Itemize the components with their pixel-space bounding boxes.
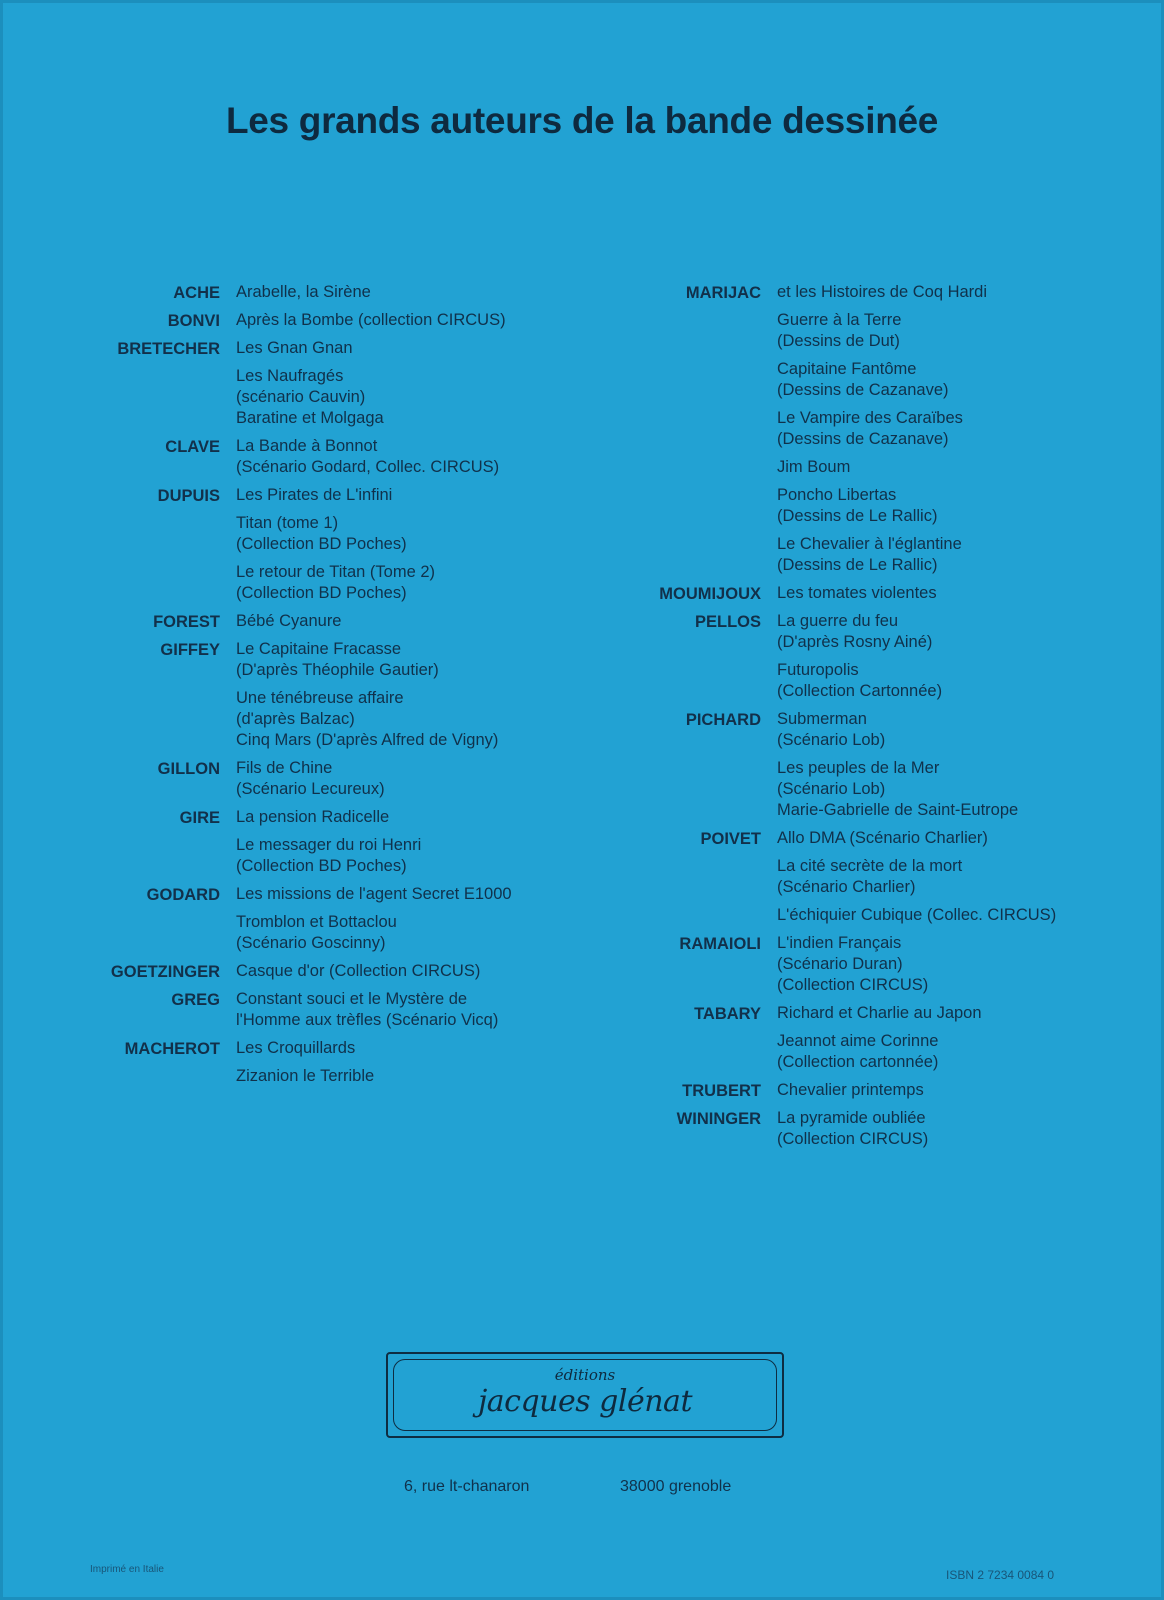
- publisher-city: 38000 grenoble: [620, 1478, 732, 1495]
- work-text: Capitaine Fantôme: [777, 360, 917, 378]
- publisher-editions-label: éditions: [554, 1366, 616, 1384]
- author-entry: [630, 583, 1056, 611]
- work-text: Le Vampire des Caraïbes: [777, 409, 963, 427]
- author-name: RAMAIOLI: [679, 935, 761, 953]
- work-item: [236, 758, 512, 800]
- work-line: [777, 534, 1056, 555]
- works-list: [236, 639, 512, 758]
- publisher-street: 6, rue lt-chanaron: [404, 1478, 530, 1495]
- work-line: [236, 835, 512, 856]
- work-item: [777, 1031, 1056, 1073]
- work-line: [236, 856, 512, 877]
- work-line: [236, 933, 512, 954]
- work-line: [777, 779, 1056, 800]
- work-text: Une ténébreuse affaire: [236, 689, 404, 707]
- work-line: [777, 380, 1056, 401]
- collection-note: (Collec. CIRCUS): [926, 906, 1057, 924]
- works-list: [777, 709, 1056, 828]
- work-line: [777, 1080, 1056, 1101]
- author-name: WININGER: [676, 1110, 761, 1128]
- collection-note: (Collection CIRCUS): [777, 976, 929, 994]
- work-item: [236, 688, 512, 751]
- collection-note: Collec. CIRCUS): [375, 458, 500, 476]
- author-entry: [630, 1108, 1056, 1157]
- work-line: [236, 779, 512, 800]
- work-line: [236, 611, 512, 632]
- work-line: [777, 877, 1056, 898]
- works-list: [777, 583, 1056, 611]
- author-name: PICHARD: [685, 711, 761, 729]
- work-text: (Scénario Godard,: [236, 458, 376, 476]
- work-item: [777, 583, 1056, 604]
- works-list: [777, 1003, 1056, 1080]
- work-line: [236, 562, 512, 583]
- work-text: (Dessins de Dut): [777, 332, 900, 350]
- work-item: [777, 534, 1056, 576]
- work-item: [236, 1038, 512, 1059]
- collection-note: (collection CIRCUS): [357, 311, 506, 329]
- author-entry: [40, 884, 512, 961]
- work-text: (Scénario Lob): [777, 731, 886, 749]
- author-entry: [40, 961, 512, 989]
- author-name: GIFFEY: [160, 641, 220, 659]
- work-line: [236, 884, 512, 905]
- authors-right-column: [630, 282, 1056, 1157]
- author-name: GIRE: [179, 809, 220, 827]
- work-item: [777, 1003, 1056, 1024]
- author-name: ACHE: [173, 284, 220, 302]
- author-name: GODARD: [146, 886, 220, 904]
- page-title: Les grands auteurs de la bande dessinée: [225, 100, 939, 141]
- work-line: [777, 828, 1056, 849]
- work-line: [236, 1038, 512, 1059]
- work-line: [236, 730, 512, 751]
- author-name: BONVI: [167, 312, 220, 330]
- author-entry: [40, 1038, 512, 1094]
- work-text: Jim Boum: [777, 458, 851, 476]
- work-line: [236, 513, 512, 534]
- works-list: [777, 611, 1056, 709]
- author-entry: [40, 310, 512, 338]
- work-line: [777, 905, 1056, 926]
- works-list: [236, 485, 512, 611]
- work-text: Futuropolis: [777, 661, 859, 679]
- work-line: [777, 800, 1056, 821]
- author-name: DUPUIS: [157, 487, 220, 505]
- work-text: (d'après Balzac): [236, 710, 355, 728]
- work-line: [777, 954, 1056, 975]
- collection-note: (Collection BD Poches): [236, 584, 407, 602]
- work-item: [777, 660, 1056, 702]
- author-entry: [40, 639, 512, 758]
- works-list: [236, 436, 512, 485]
- work-text: La pyramide oubliée: [777, 1109, 926, 1127]
- work-item: [236, 282, 512, 303]
- works-list: [777, 1080, 1056, 1108]
- author-name: TRUBERT: [682, 1082, 761, 1100]
- work-item: [236, 989, 512, 1031]
- works-list: [777, 282, 1056, 583]
- author-name: BRETECHER: [117, 340, 220, 358]
- work-text: Les peuples de la Mer: [777, 759, 940, 777]
- work-text: L'échiquier Cubique: [777, 906, 927, 924]
- work-item: [777, 856, 1056, 898]
- work-text: Marie-Gabrielle de Saint-Eutrope: [777, 801, 1019, 819]
- works-list: [236, 282, 512, 310]
- work-text: Zizanion le Terrible: [236, 1067, 375, 1085]
- work-item: [236, 912, 512, 954]
- work-line: [777, 457, 1056, 478]
- work-text: Titan (tome 1): [236, 514, 339, 532]
- work-item: [777, 1080, 1056, 1101]
- work-line: [236, 387, 512, 408]
- work-text: Poncho Libertas: [777, 486, 897, 504]
- work-line: [236, 639, 512, 660]
- work-line: [236, 534, 512, 555]
- work-item: [236, 436, 512, 478]
- work-text: Submerman: [777, 710, 867, 728]
- work-text: (Dessins de Le Rallic): [777, 507, 938, 525]
- work-item: [777, 709, 1056, 751]
- work-item: [777, 905, 1056, 926]
- author-name: PELLOS: [694, 613, 761, 631]
- work-text: Arabelle, la Sirène: [236, 283, 371, 301]
- work-line: [777, 429, 1056, 450]
- author-entry: [40, 611, 512, 639]
- works-list: [777, 933, 1056, 1003]
- work-text: (Scénario Duran): [777, 955, 903, 973]
- work-item: [236, 884, 512, 905]
- work-line: [777, 1003, 1056, 1024]
- work-line: [777, 555, 1056, 576]
- works-list: [236, 961, 512, 989]
- work-text: Le retour de Titan (Tome 2): [236, 563, 436, 581]
- work-line: [236, 485, 512, 506]
- work-item: [777, 485, 1056, 527]
- work-item: [236, 1066, 512, 1087]
- printed-in-label: Imprimé en Italie: [90, 1564, 164, 1575]
- work-text: (Dessins de Cazanave): [777, 381, 949, 399]
- author-name: CLAVE: [165, 438, 220, 456]
- work-line: [236, 688, 512, 709]
- work-text: Richard et Charlie au Japon: [777, 1004, 982, 1022]
- work-item: [777, 282, 1056, 303]
- works-list: [236, 884, 512, 961]
- work-line: [777, 709, 1056, 730]
- work-item: [777, 828, 1056, 849]
- work-item: [236, 611, 512, 632]
- work-text: Guerre à la Terre: [777, 311, 902, 329]
- work-text: Le messager du roi Henri: [236, 836, 422, 854]
- work-item: [236, 366, 512, 429]
- work-line: [777, 611, 1056, 632]
- author-entry: [630, 1080, 1056, 1108]
- work-line: [236, 457, 512, 478]
- work-text: Après la Bombe: [236, 311, 358, 329]
- collection-note: (Collection CIRCUS): [329, 962, 481, 980]
- work-line: [777, 583, 1056, 604]
- work-item: [236, 310, 512, 331]
- work-item: [777, 611, 1056, 653]
- work-item: [236, 835, 512, 877]
- work-line: [777, 408, 1056, 429]
- work-text: (Scénario Lob): [777, 780, 886, 798]
- works-list: [236, 611, 512, 639]
- work-text: Casque d'or: [236, 962, 330, 980]
- work-line: [777, 856, 1056, 877]
- work-text: Les Pirates de L'infini: [236, 486, 393, 504]
- works-list: [236, 1038, 512, 1094]
- work-text: Baratine et Molgaga: [236, 409, 384, 427]
- author-name: GOETZINGER: [110, 963, 220, 981]
- work-text: Les Croquillards: [236, 1039, 356, 1057]
- work-line: [236, 408, 512, 429]
- work-line: [236, 961, 512, 982]
- work-text: (Scénario Charlier): [777, 878, 916, 896]
- work-line: [777, 359, 1056, 380]
- work-line: [236, 282, 512, 303]
- work-item: [236, 485, 512, 506]
- work-text: Les Naufragés: [236, 367, 344, 385]
- collection-note: (Collection cartonnée): [777, 1053, 939, 1071]
- work-text: Le Capitaine Fracasse: [236, 640, 402, 658]
- author-entry: [630, 709, 1056, 828]
- works-list: [236, 310, 512, 338]
- author-name: MACHEROT: [124, 1040, 220, 1058]
- work-text: La guerre du feu: [777, 612, 899, 630]
- work-line: [777, 975, 1056, 996]
- works-list: [236, 989, 512, 1038]
- work-line: [236, 338, 512, 359]
- author-name: POIVET: [700, 830, 761, 848]
- author-entry: [630, 933, 1056, 1003]
- work-item: [236, 338, 512, 359]
- work-text: Fils de Chine: [236, 759, 333, 777]
- isbn-label: ISBN 2 7234 0084 0: [946, 1568, 1055, 1582]
- work-item: [777, 1108, 1056, 1150]
- work-item: [236, 562, 512, 604]
- work-subtitle: et les Histoires de Coq Hardi: [777, 283, 988, 301]
- work-line: [236, 709, 512, 730]
- work-line: [777, 485, 1056, 506]
- work-line: [236, 807, 512, 828]
- work-text: Allo DMA (Scénario Charlier): [777, 829, 988, 847]
- work-line: [236, 310, 512, 331]
- work-line: [777, 632, 1056, 653]
- work-line: [777, 1052, 1056, 1073]
- work-line: [777, 730, 1056, 751]
- work-line: [777, 681, 1056, 702]
- work-line: [236, 1010, 512, 1031]
- work-line: [777, 660, 1056, 681]
- author-name: GILLON: [157, 760, 220, 778]
- collection-note: (Collection BD Poches): [236, 857, 407, 875]
- work-text: Les missions de l'agent Secret E1000: [236, 885, 512, 903]
- publisher-name: jacques glénat: [477, 1384, 692, 1419]
- work-text: Constant souci et le Mystère de: [236, 990, 468, 1008]
- author-entry: [40, 338, 512, 436]
- work-line: [777, 933, 1056, 954]
- work-text: Jeannot aime Corinne: [777, 1032, 939, 1050]
- author-entry: [630, 1003, 1056, 1080]
- work-line: [777, 1031, 1056, 1052]
- work-item: [236, 961, 512, 982]
- work-item: [777, 457, 1056, 478]
- work-line: [236, 583, 512, 604]
- works-list: [236, 758, 512, 807]
- work-text: Bébé Cyanure: [236, 612, 342, 630]
- work-text: (D'après Théophile Gautier): [236, 661, 439, 679]
- work-line: [777, 331, 1056, 352]
- work-item: [777, 933, 1056, 996]
- work-text: l'Homme aux trèfles (Scénario Vicq): [236, 1011, 499, 1029]
- work-text: Tromblon et Bottaclou: [236, 913, 397, 931]
- collection-note: (Collection CIRCUS): [777, 1130, 929, 1148]
- work-text: (Dessins de Le Rallic): [777, 556, 938, 574]
- author-name: FOREST: [153, 613, 220, 631]
- work-text: L'indien Français: [777, 934, 902, 952]
- work-text: Chevalier printemps: [777, 1081, 924, 1099]
- collection-note: (Collection Cartonnée): [777, 682, 943, 700]
- work-item: [777, 408, 1056, 450]
- work-text: (D'après Rosny Ainé): [777, 633, 933, 651]
- authors-left-column: [40, 282, 512, 1094]
- work-text: (Dessins de Cazanave): [777, 430, 949, 448]
- work-line: [236, 912, 512, 933]
- collection-note: (Collection BD Poches): [236, 535, 407, 553]
- works-list: [777, 828, 1056, 933]
- author-name: MOUMIJOUX: [659, 585, 761, 603]
- author-entry: [40, 282, 512, 310]
- work-text: La cité secrète de la mort: [777, 857, 963, 875]
- author-name: MARIJAC: [685, 284, 761, 302]
- work-text: Cinq Mars (D'après Alfred de Vigny): [236, 731, 499, 749]
- work-line: [236, 660, 512, 681]
- work-line: [777, 506, 1056, 527]
- works-list: [236, 338, 512, 436]
- work-line: [236, 1066, 512, 1087]
- works-list: [777, 1108, 1056, 1157]
- work-line: [236, 989, 512, 1010]
- work-text: (Scénario Goscinny): [236, 934, 386, 952]
- work-text: Les tomates violentes: [777, 584, 937, 602]
- author-entry: [40, 758, 512, 807]
- work-line: [236, 366, 512, 387]
- work-text: Le Chevalier à l'églantine: [777, 535, 962, 553]
- author-entry: [630, 828, 1056, 933]
- work-item: [777, 359, 1056, 401]
- works-list: [236, 807, 512, 884]
- work-text: La Bande à Bonnot: [236, 437, 378, 455]
- author-entry: [630, 611, 1056, 709]
- author-entry: [40, 436, 512, 485]
- work-item: [236, 807, 512, 828]
- work-item: [236, 513, 512, 555]
- publisher-logo: [386, 1352, 784, 1438]
- work-line: [236, 436, 512, 457]
- author-entry: [40, 485, 512, 611]
- work-line: [777, 282, 1056, 303]
- work-item: [777, 758, 1056, 821]
- work-line: [777, 758, 1056, 779]
- author-entry: [630, 282, 1056, 583]
- work-line: [777, 310, 1056, 331]
- author-entry: [40, 989, 512, 1038]
- work-item: [777, 310, 1056, 352]
- author-entry: [40, 807, 512, 884]
- author-name: GREG: [171, 991, 220, 1009]
- work-line: [777, 1108, 1056, 1129]
- work-text: Les Gnan Gnan: [236, 339, 353, 357]
- work-text: (Scénario Lecureux): [236, 780, 385, 798]
- work-line: [236, 758, 512, 779]
- work-text: La pension Radicelle: [236, 808, 390, 826]
- author-name: TABARY: [694, 1005, 761, 1023]
- work-item: [236, 639, 512, 681]
- work-text: (scénario Cauvin): [236, 388, 366, 406]
- work-line: [777, 1129, 1056, 1150]
